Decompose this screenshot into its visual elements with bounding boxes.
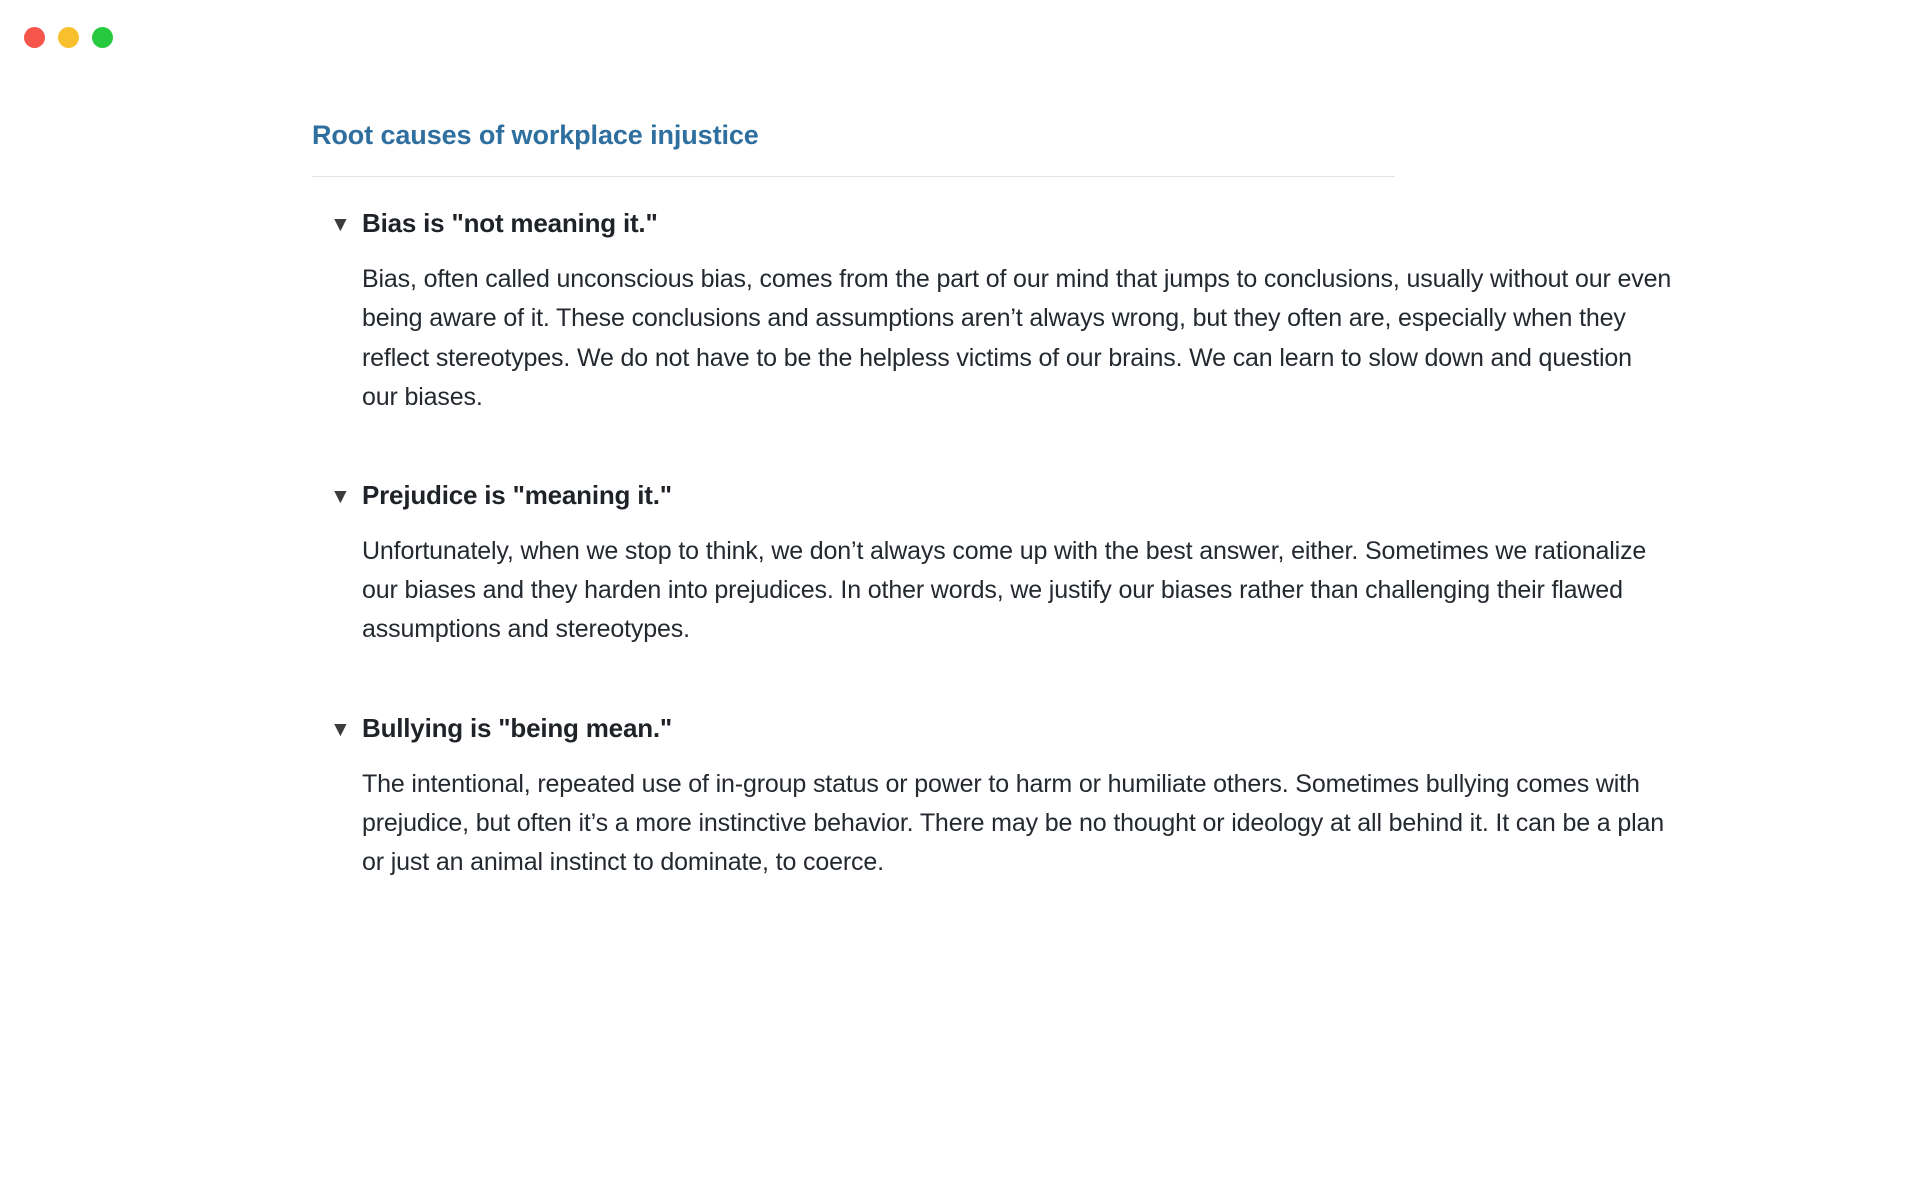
collapsible-section: [312, 712, 1712, 883]
section-body: Bias, often called unconscious bias, comes from the part of our mind that jumps to conclusions, usually without our even being aware of it. These conclusions and assumptions aren’t always wrong, but they often are, especially when they reflect stereotypes. We do not have to be the helpless victims of our brains. We can learn to slow down and question our biases.: [362, 265, 1672, 411]
section-heading: Bias is "not meaning it.": [362, 208, 658, 239]
collapsible-section: [312, 479, 1712, 650]
section-spacer: [312, 650, 1712, 682]
document-content: [312, 74, 1712, 882]
section-header[interactable]: [312, 479, 1712, 513]
collapsible-section: [312, 207, 1712, 417]
close-button[interactable]: [24, 27, 45, 48]
chevron-down-icon[interactable]: ▼: [330, 717, 351, 741]
section-body: Unfortunately, when we stop to think, we don’t always come up with the best answer, either. Sometimes we rationalize our biases and they harden into prejudices. In other words, we justify our biases rather than challenging their flawed assumptions and stereotypes.: [362, 536, 1647, 644]
title-divider: [312, 176, 1395, 177]
page-title: Root causes of workplace injustice: [312, 120, 759, 150]
maximize-button[interactable]: [92, 27, 113, 48]
section-header[interactable]: [312, 712, 1712, 746]
chevron-down-icon[interactable]: ▼: [330, 485, 351, 509]
section-header[interactable]: [312, 207, 1712, 241]
section-body: The intentional, repeated use of in-group status or power to harm or humiliate others. Sometimes bullying comes with prejudice, but often it’s a more instinctive behavior. There may be no thought or ideology at all behind it. It can be a plan or just an animal instinct to dominate, to coerce.: [362, 769, 1664, 877]
section-heading: Prejudice is "meaning it.": [362, 480, 672, 511]
minimize-button[interactable]: [58, 27, 79, 48]
traffic-lights: [24, 27, 113, 48]
document-scroll-area[interactable]: [0, 74, 1920, 882]
chevron-down-icon[interactable]: ▼: [330, 213, 351, 237]
window-title-bar: [0, 0, 1920, 74]
section-heading: Bullying is "being mean.": [362, 712, 673, 743]
section-spacer: [312, 417, 1712, 449]
